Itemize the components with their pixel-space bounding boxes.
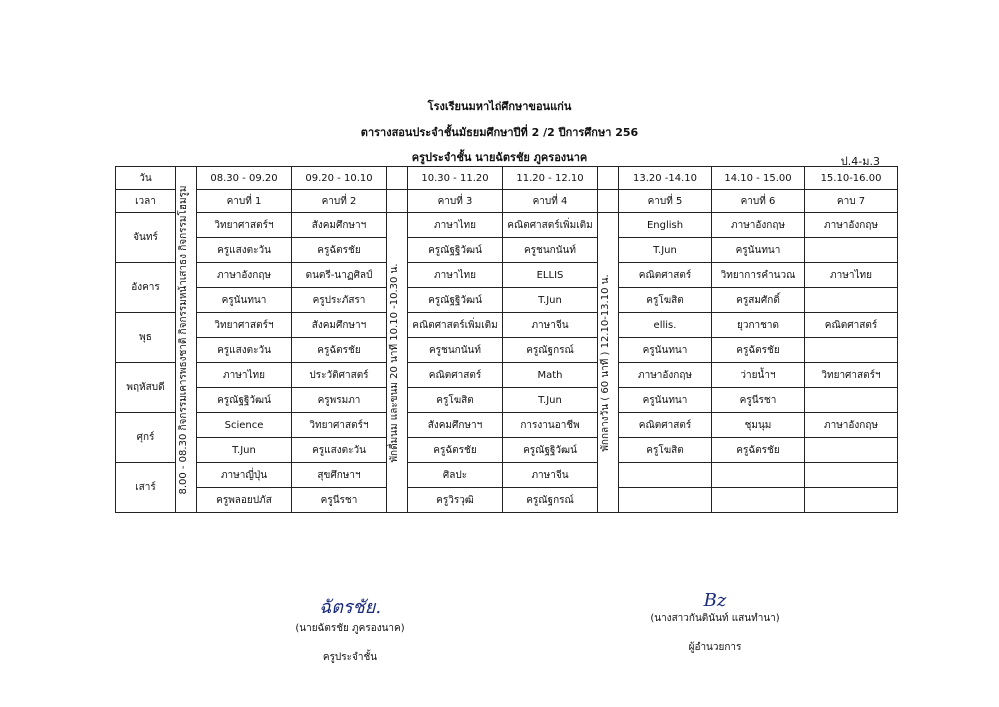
period-label: คาบที่ 2 [292, 190, 387, 213]
day-label: อังคาร [116, 263, 176, 313]
subject-cell: วิทยาการคำนวณ [712, 263, 805, 288]
subject-cell [619, 463, 712, 488]
period-row [116, 190, 898, 213]
teacher-cell: ครูณัฐฐิวัฒน์ [408, 238, 503, 263]
teacher-cell [805, 388, 898, 413]
subject-cell: ภาษาอังกฤษ [805, 213, 898, 238]
morning-activity-label-text: 8.00 - 08.30 กิจกรรมเคารพธงชาติ กิจกรรมหน้าเสาธง กิจกรรมโฮมรูม [178, 184, 189, 495]
subject-cell: ภาษาอังกฤษ [805, 413, 898, 438]
subject-cell: คณิตศาสตร์เพิ่มเติม [408, 313, 503, 338]
subject-cell: คณิตศาสตร์ [619, 263, 712, 288]
teacher-cell: ครูนันทนา [619, 388, 712, 413]
subject-cell: ภาษาอังกฤษ [712, 213, 805, 238]
teacher-cell: ครูโฆสิต [619, 438, 712, 463]
teacher-cell: ครูแสงตะวัน [292, 438, 387, 463]
subject-cell: ELLIS [503, 263, 598, 288]
subject-cell: คณิตศาสตร์ [619, 413, 712, 438]
teacher-cell: T.Jun [619, 238, 712, 263]
teacher-cell: ครูณัฐฐิวัฒน์ [408, 288, 503, 313]
subject-cell: วิทยาศาสตร์ฯ [292, 413, 387, 438]
signature-left-mark: ฉัตรชัย. [318, 597, 382, 618]
time-slot: 11.20 - 12.10 [503, 167, 598, 190]
teacher-cell: ครูฉัตรชัย [292, 238, 387, 263]
time-slot: 09.20 - 10.10 [292, 167, 387, 190]
teacher-cell: ครูณัฐกรณ์ [503, 338, 598, 363]
teacher-cell: ครูโฆสิต [408, 388, 503, 413]
subject-cell: ศิลปะ [408, 463, 503, 488]
day-teacher-row [116, 288, 898, 313]
signature-right [615, 590, 815, 655]
signature-left [270, 592, 430, 665]
teacher-cell [805, 488, 898, 513]
subject-cell: คณิตศาสตร์ [805, 313, 898, 338]
day-subject-row [116, 363, 898, 388]
signature-right-role: ผู้อำนวยการ [688, 642, 742, 653]
subject-cell: วิทยาศาสตร์ฯ [197, 313, 292, 338]
day-subject-row [116, 213, 898, 238]
period-label: คาบที่ 1 [197, 190, 292, 213]
teacher-cell: ครูณัฐกรณ์ [503, 488, 598, 513]
teacher-cell: ครูพลอยปภัส [197, 488, 292, 513]
day-label: จันทร์ [116, 213, 176, 263]
day-label: เสาร์ [116, 463, 176, 513]
subject-cell: ภาษาไทย [408, 213, 503, 238]
teacher-cell: ครูฉัตรชัย [712, 338, 805, 363]
teacher-cell: T.Jun [503, 288, 598, 313]
teacher-cell: ครูสมศักดิ์ [712, 288, 805, 313]
subject-cell: คณิตศาสตร์ [408, 363, 503, 388]
teacher-cell: ครูนีรชา [292, 488, 387, 513]
day-subject-row [116, 313, 898, 338]
day-label: ศุกร์ [116, 413, 176, 463]
subject-cell: สังคมศึกษาฯ [292, 313, 387, 338]
time-slot: 13.20 -14.10 [619, 167, 712, 190]
teacher-cell: ครูแสงตะวัน [197, 338, 292, 363]
teacher-cell: ครูแสงตะวัน [197, 238, 292, 263]
subject-cell: ภาษาไทย [408, 263, 503, 288]
teacher-cell: ครูนีรชา [712, 388, 805, 413]
day-label: พฤหัสบดี [116, 363, 176, 413]
teacher-cell: ครูนันทนา [712, 238, 805, 263]
schedule-title: ตารางสอนประจำชั้นมัธยมศึกษาปีที่ 2 /2 ปีการศึกษา 256 [360, 126, 639, 139]
subject-cell: Science [197, 413, 292, 438]
subject-cell: ภาษาญี่ปุ่น [197, 463, 292, 488]
day-teacher-row [116, 388, 898, 413]
teacher-cell [712, 488, 805, 513]
break-spacer [387, 167, 408, 190]
day-subject-row [116, 263, 898, 288]
period-label: คาบที่ 6 [712, 190, 805, 213]
school-name: โรงเรียนมหาไถ่ศึกษาขอนแก่น [427, 100, 572, 113]
teacher-cell: ครูฉัตรชัย [712, 438, 805, 463]
teacher-cell [619, 488, 712, 513]
time-slot: 15.10-16.00 [805, 167, 898, 190]
period-label: คาบที่ 4 [503, 190, 598, 213]
signature-right-mark: Bz [703, 590, 727, 611]
subject-cell [712, 463, 805, 488]
teacher-cell: T.Jun [197, 438, 292, 463]
subject-cell: วิทยาศาสตร์ฯ [805, 363, 898, 388]
teacher-cell: ครูชนกนันท์ [503, 238, 598, 263]
period-label: คาบที่ 3 [408, 190, 503, 213]
subject-cell: ดนตรี-นาฏศิลป์ [292, 263, 387, 288]
time-slot: 10.30 - 11.20 [408, 167, 503, 190]
teacher-cell [805, 288, 898, 313]
time-slot: 14.10 - 15.00 [712, 167, 805, 190]
subject-cell: สังคมศึกษาฯ [292, 213, 387, 238]
subject-cell: English [619, 213, 712, 238]
subject-cell: ยุวกาชาด [712, 313, 805, 338]
teacher-cell: ครูนันทนา [197, 288, 292, 313]
morning-activity-label [176, 167, 197, 513]
subject-cell: ภาษาจีน [503, 313, 598, 338]
break-spacer [387, 190, 408, 213]
signature-left-role: ครูประจำชั้น [322, 652, 378, 663]
morning-break-label-text: พักดื่มนม และขนม 20 นาที 10.10 -10.30 น. [389, 262, 400, 463]
day-subject-row [116, 463, 898, 488]
teacher-cell [805, 438, 898, 463]
subject-cell [805, 463, 898, 488]
teacher-cell: ครูโฆสิต [619, 288, 712, 313]
teacher-cell: ครูฉัตรชัย [408, 438, 503, 463]
day-subject-row [116, 413, 898, 438]
schedule-table [115, 166, 898, 513]
day-teacher-row [116, 238, 898, 263]
lunch-break-label [598, 213, 619, 513]
teacher-cell: ครูวิรวุฒิ [408, 488, 503, 513]
subject-cell: วิทยาศาสตร์ฯ [197, 213, 292, 238]
subject-cell: ellis. [619, 313, 712, 338]
teacher-cell: ครูณัฐฐิวัฒน์ [503, 438, 598, 463]
teacher-cell [805, 238, 898, 263]
subject-cell: สุขศึกษาฯ [292, 463, 387, 488]
lunch-break-label-text: พักกลางวัน ( 60 นาที ) 12.10-13.10 น. [600, 273, 611, 452]
period-label: คาบ 7 [805, 190, 898, 213]
time-row [116, 167, 898, 190]
teacher-cell: ครูพรมภา [292, 388, 387, 413]
subject-cell: ภาษาไทย [805, 263, 898, 288]
teacher-cell: T.Jun [503, 388, 598, 413]
subject-cell: ภาษาอังกฤษ [619, 363, 712, 388]
teacher-cell: ครูฉัตรชัย [292, 338, 387, 363]
teacher-cell: ครูนันทนา [619, 338, 712, 363]
day-teacher-row [116, 438, 898, 463]
subject-cell: สังคมศึกษาฯ [408, 413, 503, 438]
subject-cell: ภาษาอังกฤษ [197, 263, 292, 288]
subject-cell: ประวัติศาสตร์ [292, 363, 387, 388]
subject-cell: คณิตศาสตร์เพิ่มเติม [503, 213, 598, 238]
class-label: ป.4-ม.3 [840, 155, 880, 168]
subject-cell: Math [503, 363, 598, 388]
teacher-cell: ครูณัฐฐิวัฒน์ [197, 388, 292, 413]
time-header: เวลา [116, 190, 176, 213]
subject-cell: ชุมนุม [712, 413, 805, 438]
morning-break-label [387, 213, 408, 513]
signature-left-name: (นายฉัตรชัย ภูครองนาค) [295, 623, 405, 634]
teacher-cell: ครูประภัสรา [292, 288, 387, 313]
teacher-cell [805, 338, 898, 363]
day-label: พุธ [116, 313, 176, 363]
subject-cell: ภาษาไทย [197, 363, 292, 388]
homeroom-teacher: ครูประจำชั้น นายฉัตรชัย ภูครองนาค [411, 151, 588, 164]
subject-cell: ว่ายน้ำฯ [712, 363, 805, 388]
signature-right-name: (นางสาวกันตินันท์ แสนทำนา) [650, 613, 780, 624]
subject-cell: การงานอาชีพ [503, 413, 598, 438]
break-spacer [598, 167, 619, 190]
period-label: คาบที่ 5 [619, 190, 712, 213]
day-header: วัน [116, 167, 176, 190]
subject-cell: ภาษาจีน [503, 463, 598, 488]
day-teacher-row [116, 338, 898, 363]
time-slot: 08.30 - 09.20 [197, 167, 292, 190]
break-spacer [598, 190, 619, 213]
teacher-cell: ครูชนกนันท์ [408, 338, 503, 363]
day-teacher-row [116, 488, 898, 513]
